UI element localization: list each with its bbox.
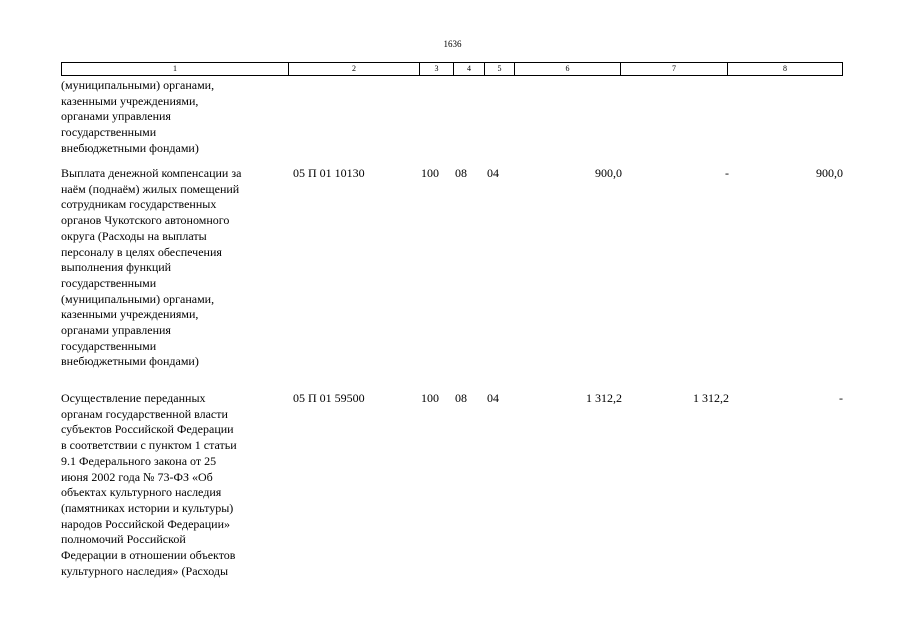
column-header-1: 1 [62, 63, 289, 76]
description-line: (муниципальными) органами, [61, 291, 215, 306]
page-number: 1636 [443, 39, 462, 49]
description-line: (муниципальными) органами, [61, 78, 215, 92]
description-line: субъектов Российской Федерации [61, 422, 234, 437]
description-line: 9.1 Федерального закона от 25 [61, 453, 217, 468]
row-1-col-6: 900,0 [595, 166, 622, 180]
description-line: выполнения функций [61, 260, 172, 275]
description-line: народов Российской Федерации» [61, 516, 230, 531]
description-line: Федерации в отношении объектов [61, 548, 236, 563]
column-header-7: 7 [621, 63, 728, 76]
description-line: объектах культурного наследия [61, 485, 222, 500]
description-line: органов Чукотского автономного [61, 213, 230, 228]
description-line: (памятниках истории и культуры) [61, 500, 234, 515]
column-header-2: 2 [289, 63, 420, 76]
row-2-col-8: - [839, 391, 843, 405]
row-1-col-5: 04 [487, 166, 499, 180]
description-line: персоналу в целях обеспечения [61, 244, 222, 259]
description-line: наём (поднаём) жилых помещений [61, 181, 240, 196]
description-line: внебюджетными фондами) [61, 140, 199, 155]
row-1-col-7: - [725, 166, 729, 180]
description-line: сотрудникам государственных [61, 197, 217, 212]
description-line: государственными [61, 125, 157, 140]
description-line: государственными [61, 275, 157, 290]
description-line: казенными учреждениями, [61, 307, 199, 322]
description-line: в соответствии с пунктом 1 статьи [61, 438, 237, 453]
description-line: органами управления [61, 323, 171, 338]
description-line: округа (Расходы на выплаты [61, 228, 207, 243]
row-2-col-6: 1 312,2 [586, 391, 622, 405]
column-header-6: 6 [515, 63, 621, 76]
row-2-col-5: 04 [487, 391, 499, 405]
description-line: органам государственной власти [61, 406, 228, 421]
row-1-description [61, 166, 293, 370]
description-line: полномочий Российской [61, 532, 186, 547]
row-0-description [61, 78, 293, 157]
row-2-description [61, 391, 293, 579]
row-2-col-7: 1 312,2 [693, 391, 729, 405]
description-line: государственными [61, 338, 157, 353]
column-header-table [61, 62, 843, 76]
column-header-3: 3 [420, 63, 454, 76]
row-1-col-8: 900,0 [816, 166, 843, 180]
row-2-col-3: 100 [421, 391, 439, 405]
column-header-5: 5 [485, 63, 515, 76]
row-1-col-4: 08 [455, 166, 467, 180]
description-line: органами управления [61, 109, 171, 124]
description-line: июня 2002 года № 73-ФЗ «Об [61, 469, 213, 484]
description-line: культурного наследия» (Расходы [61, 563, 229, 578]
description-line: казенными учреждениями, [61, 93, 199, 108]
description-line: Осуществление переданных [61, 391, 206, 405]
column-header-4: 4 [454, 63, 485, 76]
description-line: внебюджетными фондами) [61, 354, 199, 369]
row-2-code: 05 П 01 59500 [293, 391, 365, 405]
row-1-col-3: 100 [421, 166, 439, 180]
row-2-col-4: 08 [455, 391, 467, 405]
row-1-code: 05 П 01 10130 [293, 166, 365, 180]
description-line: Выплата денежной компенсации за [61, 166, 242, 180]
column-header-row [62, 63, 843, 76]
column-header-8: 8 [728, 63, 843, 76]
